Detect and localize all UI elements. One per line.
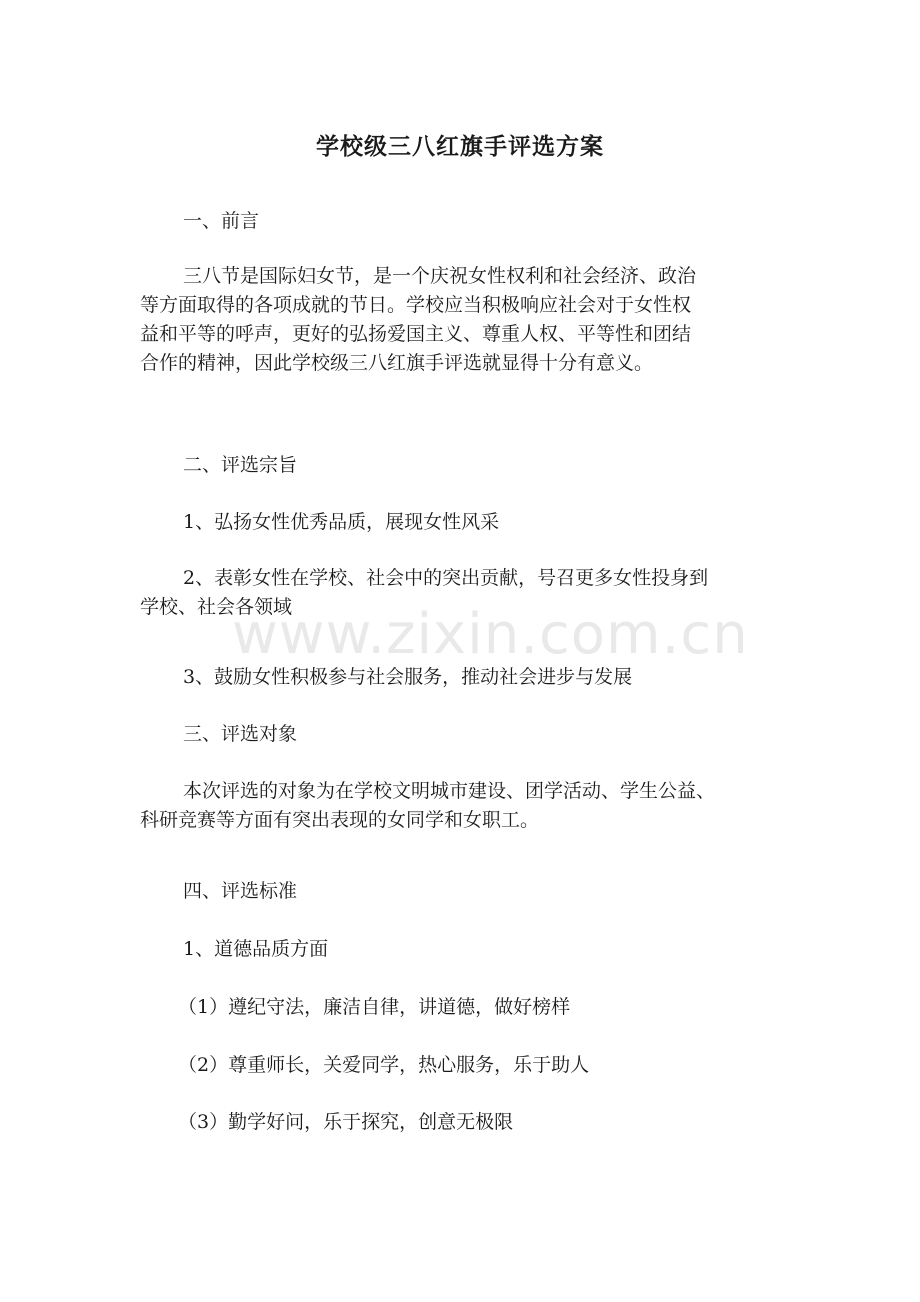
paragraph-line: 合作的精神，因此学校级三八红旗手评选就显得十分有意义。 xyxy=(140,352,654,374)
section-heading-purpose: 二、评选宗旨 xyxy=(183,454,298,476)
document-title: 学校级三八红旗手评选方案 xyxy=(316,134,604,160)
criteria-subheading-morality: 1、道德品质方面 xyxy=(183,938,329,960)
criteria-item-3: （3）勤学好问，乐于探究，创意无极限 xyxy=(178,1111,514,1133)
paragraph-line: 等方面取得的各项成就的节日。学校应当积极响应社会对于女性权 xyxy=(140,294,692,316)
watermark-text: www.zixin.com.cn xyxy=(232,602,749,667)
criteria-item-1: （1）遵纪守法，廉洁自律，讲道德，做好榜样 xyxy=(178,996,571,1018)
paragraph-line: 本次评选的对象为在学校文明城市建设、团学活动、学生公益、 xyxy=(183,780,716,802)
purpose-item-1: 1、弘扬女性优秀品质，展现女性风采 xyxy=(183,511,500,533)
paragraph-line: 2、表彰女性在学校、社会中的突出贡献，号召更多女性投身到 xyxy=(183,567,709,589)
targets-paragraph xyxy=(140,777,810,835)
criteria-item-2: （2）尊重师长，关爱同学，热心服务，乐于助人 xyxy=(178,1054,590,1076)
preface-paragraph xyxy=(140,262,810,378)
section-heading-criteria: 四、评选标准 xyxy=(183,880,298,902)
paragraph-line: 科研竞赛等方面有突出表现的女同学和女职工。 xyxy=(140,809,540,831)
purpose-item-2 xyxy=(140,564,810,622)
section-heading-targets: 三、评选对象 xyxy=(183,723,298,745)
paragraph-line: 学校、社会各领域 xyxy=(140,596,293,618)
paragraph-line: 三八节是国际妇女节，是一个庆祝女性权利和社会经济、政治 xyxy=(183,265,697,287)
purpose-item-3: 3、鼓励女性积极参与社会服务，推动社会进步与发展 xyxy=(183,666,633,688)
paragraph-line: 益和平等的呼声，更好的弘扬爱国主义、尊重人权、平等性和团结 xyxy=(140,323,692,345)
section-heading-preface: 一、前言 xyxy=(183,210,260,232)
